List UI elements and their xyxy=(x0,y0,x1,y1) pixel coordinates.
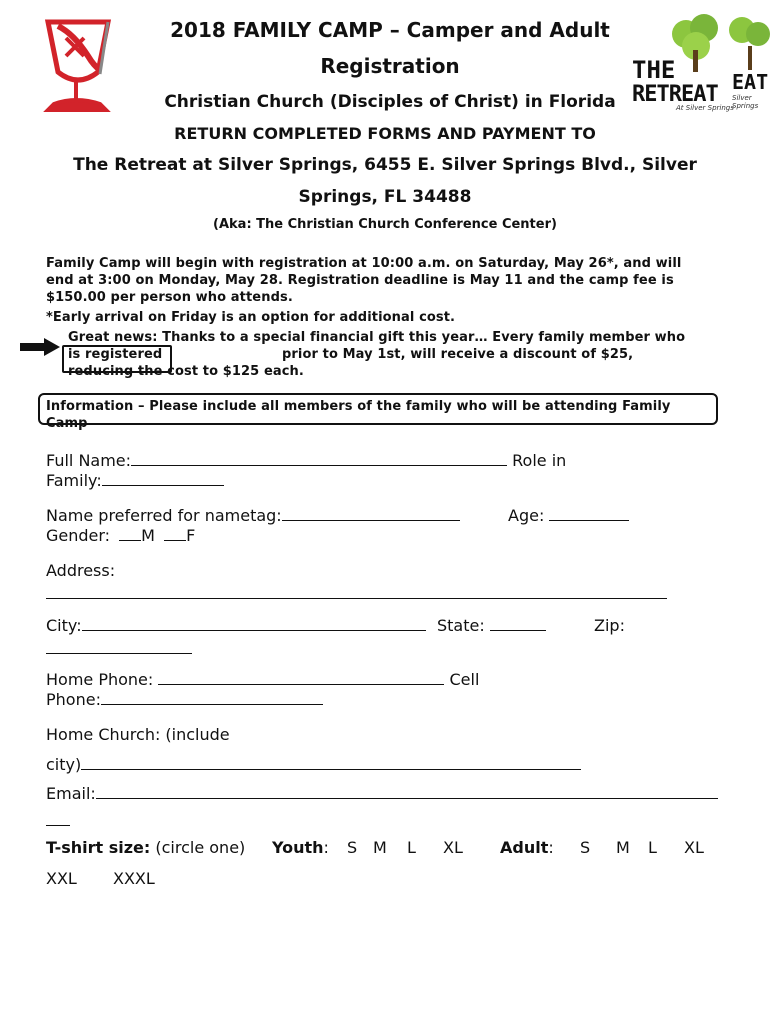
family-row xyxy=(46,471,224,490)
role-label: Role in xyxy=(512,451,567,470)
news-line3 xyxy=(68,363,304,380)
gender-m-field[interactable] xyxy=(119,526,141,541)
state-field[interactable] xyxy=(490,616,546,631)
email-row xyxy=(46,784,718,803)
family-label: Family: xyxy=(46,471,102,490)
early-arrival-note: *Early arrival on Friday is an option for additional cost. xyxy=(46,310,456,325)
home-phone-row xyxy=(46,670,479,689)
logo-partial-tagline: Silver Springs xyxy=(732,94,759,110)
full-name-label: Full Name: xyxy=(46,451,132,470)
nametag-field[interactable] xyxy=(282,506,460,521)
intro-line2: end at 3:00 on Monday, May 28. Registration deadline is May 11 and the camp fee is xyxy=(46,273,674,288)
adult-size-m[interactable]: M xyxy=(616,838,630,857)
logo-the: THE xyxy=(632,56,676,84)
chalice-logo xyxy=(40,16,116,114)
adult-size-s[interactable]: S xyxy=(580,838,591,857)
size-xxl[interactable]: XXL xyxy=(46,869,77,888)
role-field[interactable] xyxy=(102,471,224,486)
home-church-label: Home Church: (include xyxy=(46,725,230,744)
news-line1: Great news: Thanks to a special financial gift this year… Every family member who xyxy=(68,330,686,345)
age-field[interactable] xyxy=(549,506,629,521)
email-label: Email: xyxy=(46,784,96,803)
return-address-line2: Springs, FL 34488 xyxy=(298,187,472,207)
zip-label: Zip: xyxy=(594,616,625,635)
adult-size-xl[interactable]: XL xyxy=(684,838,704,857)
info-line1: Information – Please include all members of the family who will be attending Family xyxy=(46,399,671,414)
home-church-row xyxy=(46,755,581,774)
youth-size-l[interactable]: L xyxy=(407,838,416,857)
youth-size-m[interactable]: M xyxy=(373,838,387,857)
nametag-label: Name preferred for nametag: xyxy=(46,506,282,525)
youth-label: Youth xyxy=(272,838,324,857)
age-label: Age: xyxy=(508,506,545,525)
address-field[interactable] xyxy=(46,598,667,599)
page-title-line2: Registration xyxy=(320,54,460,78)
intro-line3: $150.00 per person who attends. xyxy=(46,290,293,305)
news-boxed-text: is registered xyxy=(68,347,163,362)
logo-partial-eat: EAT xyxy=(732,70,769,94)
gender-m-label: M xyxy=(141,526,155,545)
state-label: State: xyxy=(437,616,485,635)
full-name-row xyxy=(46,451,566,470)
age-row xyxy=(508,506,629,525)
city-row xyxy=(46,616,426,635)
home-church-field[interactable] xyxy=(81,755,581,770)
home-phone-field[interactable] xyxy=(158,670,444,685)
page-title: 2018 FAMILY CAMP – Camper and Adult xyxy=(170,18,610,42)
full-name-field[interactable] xyxy=(131,451,507,466)
youth-label-row: Youth: xyxy=(272,838,329,857)
arrow-right-icon xyxy=(20,338,60,356)
email-field[interactable] xyxy=(96,784,718,799)
state-row xyxy=(437,616,546,635)
news-strike-text: reducing the xyxy=(68,364,163,379)
adult-label: Adult xyxy=(500,838,549,857)
return-instructions: RETURN COMPLETED FORMS AND PAYMENT TO xyxy=(174,124,596,143)
address-label: Address: xyxy=(46,561,116,580)
city-label: City: xyxy=(46,616,82,635)
email-field-continuation[interactable] xyxy=(46,825,70,826)
gender-label: Gender: xyxy=(46,526,111,545)
aka-note: (Aka: The Christian Church Conference Center) xyxy=(213,217,557,232)
gender-row xyxy=(46,526,195,545)
size-xxxl[interactable]: XXXL xyxy=(113,869,155,888)
news-line3-rest: cost to $125 each. xyxy=(162,364,304,379)
adult-size-l[interactable]: L xyxy=(648,838,657,857)
intro-line1: Family Camp will begin with registration at 10:00 a.m. on Saturday, May 26*, and will xyxy=(46,256,682,271)
info-line2: Camp xyxy=(46,416,88,431)
return-address: The Retreat at Silver Springs, 6455 E. Silver Springs Blvd., Silver xyxy=(73,155,697,175)
tshirt-label-row xyxy=(46,838,245,857)
youth-size-s[interactable]: S xyxy=(347,838,358,857)
cell-phone-row xyxy=(46,690,323,709)
zip-field[interactable] xyxy=(46,653,192,654)
org-name: Christian Church (Disciples of Christ) in Florida xyxy=(164,92,616,112)
home-phone-label: Home Phone: xyxy=(46,670,154,689)
logo-retreat: RETREAT xyxy=(632,82,718,107)
phone-label: Phone: xyxy=(46,690,101,709)
gender-f-field[interactable] xyxy=(164,526,186,541)
tshirt-note: (circle one) xyxy=(155,838,246,857)
tshirt-label: T-shirt size: xyxy=(46,838,151,857)
city-field[interactable] xyxy=(82,616,426,631)
tree-icon xyxy=(726,12,770,72)
nametag-row xyxy=(46,506,460,525)
home-church-city-label: city) xyxy=(46,755,82,774)
cell-phone-field[interactable] xyxy=(101,690,323,705)
youth-size-xl[interactable]: XL xyxy=(443,838,463,857)
cell-label: Cell xyxy=(449,670,480,689)
news-line2: prior to May 1st, will receive a discount of $25, xyxy=(282,347,634,362)
gender-f-label: F xyxy=(186,526,196,545)
adult-label-row: Adult: xyxy=(500,838,554,857)
logo-tagline: At Silver Springs xyxy=(676,104,734,112)
